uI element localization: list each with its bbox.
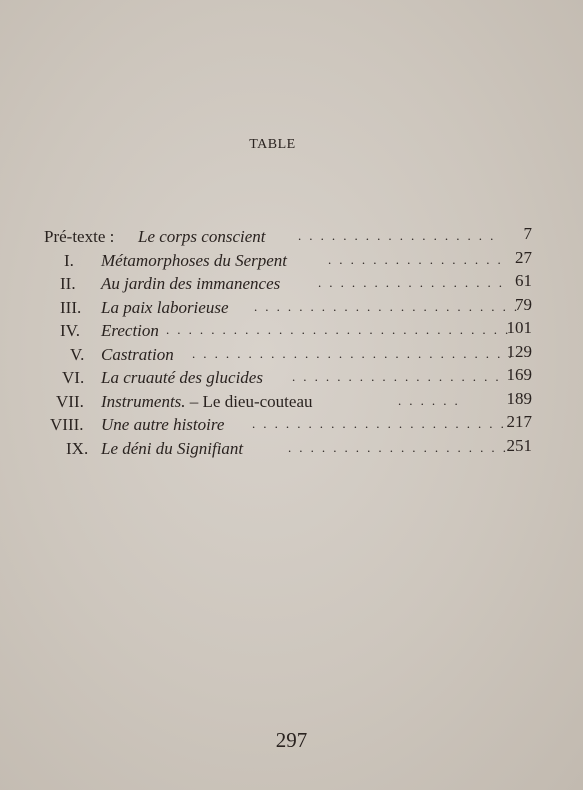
dot-leader: . . . . . . . . . . . . . . . . . . . . . . . . . . . . . . . [166, 322, 511, 337]
table-of-contents [40, 222, 560, 457]
toc-entry-title: Castration [101, 344, 174, 364]
toc-entry-page: 217 [506, 412, 532, 431]
toc-entry-subtitle: – Le dieu-couteau [185, 391, 313, 411]
toc-entry-label: III. [60, 297, 82, 317]
toc-entry-page: 169 [506, 365, 532, 384]
dot-leader: . . . . . . . . . . . . . . . . . . [298, 228, 496, 243]
toc-entry-page: 251 [506, 435, 532, 455]
toc-entry-title: Métamorphoses du Serpent [101, 250, 288, 270]
toc-entry [40, 269, 560, 293]
toc-entry-page: 7 [523, 224, 532, 243]
toc-entry-title: Une autre histoire [101, 415, 225, 434]
toc-entry [40, 340, 560, 364]
toc-entry [40, 316, 560, 340]
toc-entry-label: Pré-texte : [44, 227, 115, 246]
dot-leader: . . . . . . . . . . . . . . . . . . . . . . . . . . . . . [192, 345, 515, 361]
toc-entry-title: Erection [101, 321, 159, 340]
toc-entry-label: IV. [60, 321, 80, 340]
toc-entry-label: VI. [62, 368, 85, 387]
toc-entry-title-italic: Instruments. [101, 391, 186, 411]
toc-entry-label: IX. [66, 438, 89, 458]
toc-entry-title: Le déni du Signifiant [101, 438, 244, 458]
page-title: TABLE [249, 137, 296, 152]
toc-entry-page: 101 [506, 318, 532, 337]
dot-leader: . . . . . . [398, 392, 461, 408]
toc-entry-title: La cruauté des glucides [101, 368, 263, 387]
toc-entry-label: VIII. [50, 415, 84, 434]
page-number: 297 [275, 728, 308, 752]
toc-entry-page: 79 [515, 294, 532, 314]
toc-entry-label: V. [70, 344, 85, 364]
toc-entry [40, 246, 560, 270]
toc-entry [40, 363, 560, 387]
dot-leader: . . . . . . . . . . . . . . . . . . . . . . . . [254, 298, 520, 314]
toc-entry-title: Le corps conscient [138, 227, 266, 246]
toc-entry-page: 129 [506, 341, 532, 361]
toc-entry-title: La paix laborieuse [101, 297, 229, 317]
toc-entry [40, 293, 560, 317]
toc-entry-label: I. [64, 250, 74, 270]
dot-leader: . . . . . . . . . . . . . . . . [328, 251, 504, 267]
dot-leader: . . . . . . . . . . . . . . . . . [318, 275, 505, 290]
toc-entry [40, 434, 560, 458]
dot-leader: . . . . . . . . . . . . . . . . . . . [292, 369, 502, 384]
toc-entry-page: 27 [515, 247, 532, 267]
toc-entry-title: Au jardin des immanences [101, 274, 281, 293]
toc-entry [40, 387, 560, 411]
toc-entry-page: 189 [506, 388, 532, 408]
dot-leader: . . . . . . . . . . . . . . . . . . . . . . . [252, 416, 507, 431]
toc-entry [40, 222, 560, 246]
dot-leader: . . . . . . . . . . . . . . . . . . . . [288, 439, 509, 455]
toc-entry-label: II. [60, 274, 76, 293]
toc-entry-page: 61 [515, 271, 532, 290]
toc-entry-label: VII. [56, 391, 84, 411]
toc-entry [40, 410, 560, 434]
